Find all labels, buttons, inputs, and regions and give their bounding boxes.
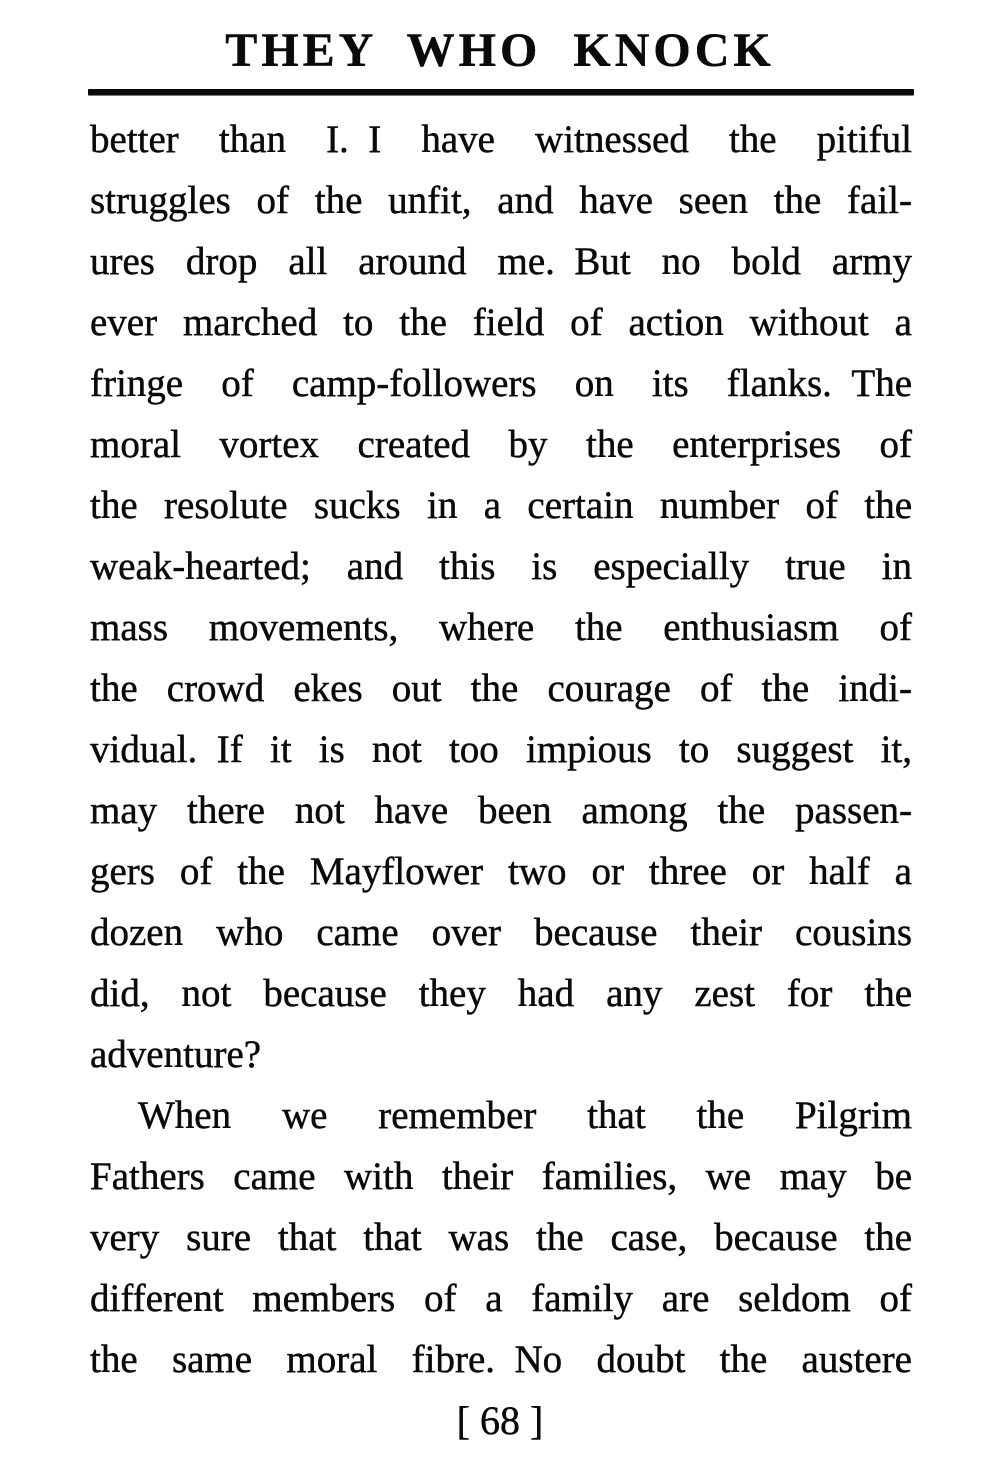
text-line paragraph-end: adventure?	[90, 1033, 262, 1076]
text-line: ever marched to the field of action without a	[90, 301, 912, 344]
text-line: weak-hearted; and this is especially true in	[90, 545, 912, 588]
page-number: [ 68 ]	[456, 1398, 544, 1443]
text-line: struggles of the unfit, and have seen the fail-	[90, 179, 912, 222]
text-line: very sure that that was the case, because the	[90, 1216, 912, 1259]
running-head-title: THEY WHO KNOCK	[225, 24, 775, 77]
text-line: Fathers came with their families, we may be	[90, 1155, 912, 1198]
text-line: may there not have been among the passen-	[90, 789, 912, 832]
text-line: gers of the Mayflower two or three or half a	[90, 850, 912, 893]
text-line paragraph-start: When we remember that the Pilgrim	[138, 1094, 912, 1137]
text-line: moral vortex created by the enterprises of	[90, 423, 912, 466]
text-line: did, not because they had any zest for the	[90, 972, 912, 1015]
text-line: the crowd ekes out the courage of the indi-	[90, 667, 912, 710]
body-text	[90, 109, 912, 1390]
text-line: mass movements, where the enthusiasm of	[90, 606, 912, 649]
text-line: dozen who came over because their cousins	[90, 911, 912, 954]
text-line: the same moral fibre. No doubt the austere	[90, 1338, 912, 1381]
page-footer	[0, 1390, 1000, 1451]
text-line: the resolute sucks in a certain number of the	[90, 484, 912, 527]
header-rule	[88, 89, 914, 95]
page-header	[0, 0, 1000, 95]
text-line: better than I. I have witnessed the pitiful	[90, 118, 912, 161]
text-line: vidual. If it is not too impious to suggest it,	[90, 728, 912, 771]
text-line: ures drop all around me. But no bold army	[90, 240, 912, 283]
text-line: different members of a family are seldom of	[90, 1277, 912, 1320]
text-line: fringe of camp-followers on its flanks. The	[90, 362, 912, 405]
